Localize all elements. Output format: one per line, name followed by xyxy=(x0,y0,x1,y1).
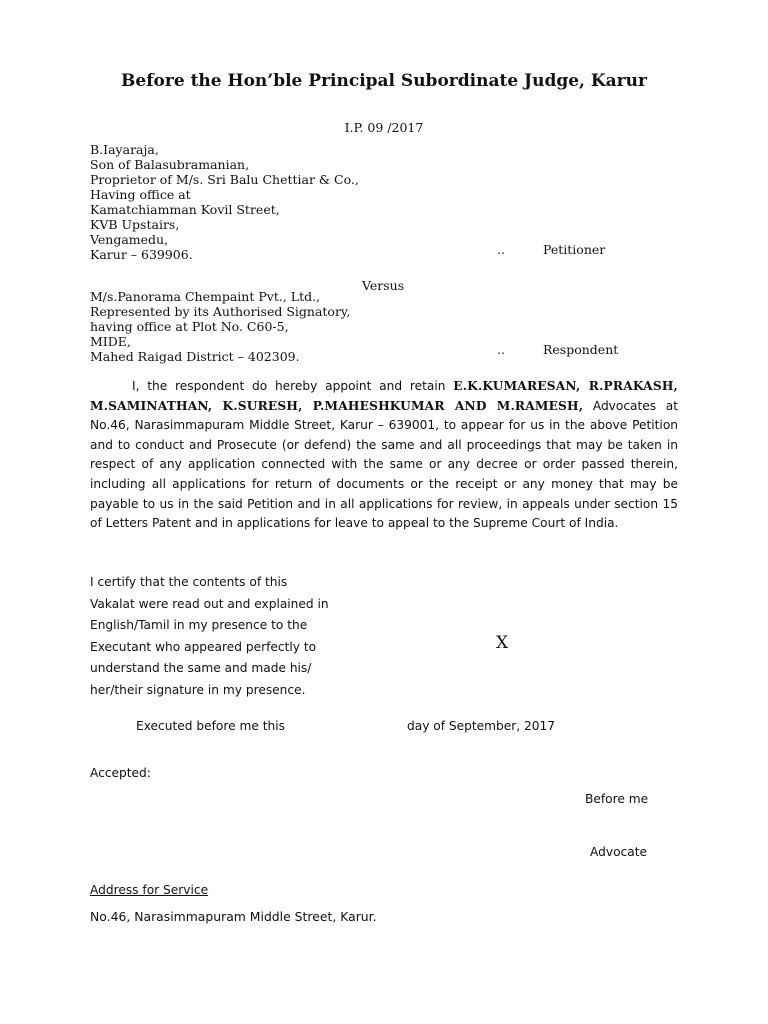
petitioner-line: Kamatchiamman Kovil Street, xyxy=(90,202,280,217)
respondent-line: Represented by its Authorised Signatory, xyxy=(90,304,351,319)
certificate-line: understand the same and made his/ xyxy=(90,661,312,675)
service-address: No.46, Narasimmapuram Middle Street, Karur. xyxy=(90,909,377,924)
petitioner-line: Karur – 639906. xyxy=(90,247,193,262)
respondent-line: Mahed Raigad District – 402309. xyxy=(90,349,300,364)
appointment-paragraph xyxy=(90,377,678,534)
signature-mark: X xyxy=(496,633,509,653)
petitioner-role: Petitioner xyxy=(543,242,606,257)
certificate-line: Executant who appeared perfectly to xyxy=(90,639,317,654)
petitioner-line: KVB Upstairs, xyxy=(90,217,180,232)
petitioner-line: Proprietor of M/s. Sri Balu Chettiar & Co., xyxy=(90,172,359,187)
executed-before-me: Executed before me this xyxy=(136,719,285,733)
petitioner-line: Son of Balasubramanian, xyxy=(90,157,250,172)
petitioner-line: Having office at xyxy=(90,187,191,202)
before-me-label: Before me xyxy=(585,792,649,806)
address-for-service-label: Address for Service xyxy=(90,883,209,897)
appointment-intro: I, the respondent do hereby appoint and retain xyxy=(132,379,446,393)
document-title: Before the Hon’ble Principal Subordinate Judge, Karur xyxy=(121,71,647,91)
advocate-names: E.K.KUMARESAN, R.PRAKASH, M.SAMINATHAN, K.SURESH, P.MAHESHKUMAR AND M.RAMESH, xyxy=(90,379,678,413)
certificate-line: her/their signature in my presence. xyxy=(90,682,306,697)
accepted-label: Accepted: xyxy=(90,766,151,780)
respondent-role: Respondent xyxy=(543,342,619,357)
case-number: I.P. 09 /2017 xyxy=(344,120,424,135)
petitioner-dots: .. xyxy=(497,242,505,257)
respondent-line: having office at Plot No. C60-5, xyxy=(90,319,289,334)
executed-date: day of September, 2017 xyxy=(407,719,556,733)
petitioner-details xyxy=(90,142,359,262)
respondent-details xyxy=(90,289,350,364)
petitioner-line: Vengamedu, xyxy=(90,232,169,247)
respondent-line: M/s.Panorama Chempaint Pvt., Ltd., xyxy=(90,289,321,304)
certificate-line: Vakalat were read out and explained in xyxy=(90,596,329,611)
petitioner-line: B.Iayaraja, xyxy=(90,142,159,157)
versus-label: Versus xyxy=(362,278,405,293)
respondent-line: MIDE, xyxy=(90,334,131,349)
certificate-line: English/Tamil in my presence to the xyxy=(90,618,308,632)
certificate-text xyxy=(90,572,329,701)
respondent-dots: .. xyxy=(497,342,505,357)
certificate-line: I certify that the contents of this xyxy=(90,575,288,589)
advocate-label: Advocate xyxy=(590,845,647,859)
appointment-body: Advocates at No.46, Narasimmapuram Middle Street, Karur – 639001, to appear for us in the above Petition and to conduct and Prosecute (or defend) the same and all proceedings that may be taken in respect of any application connected with the same or any decree or order passed therein, including all applications for return of documents or the receipt or any money that may be payable to us in the said Petition and in all applications for review, in appeals under section 15 of Letters Patent and in applications for leave to appeal to the Supreme Court of India. xyxy=(90,398,678,531)
